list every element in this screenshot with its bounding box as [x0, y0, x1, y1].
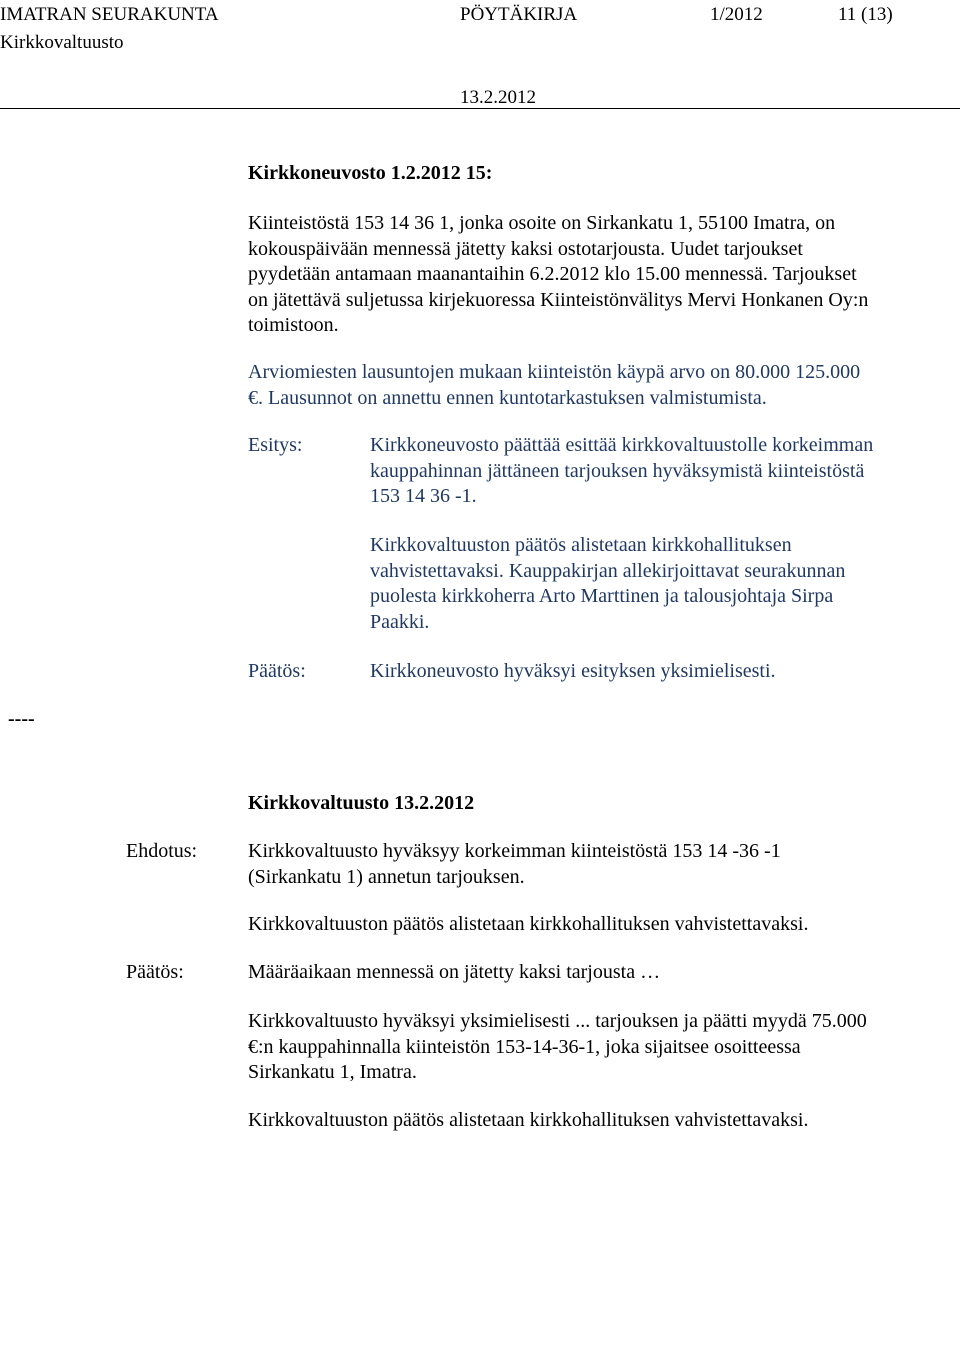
ehdotus-text — [248, 839, 781, 890]
assembly-paatos-line1: Määräaikaan mennessä on jätetty kaksi tarjousta … — [248, 961, 661, 983]
ehdotus-label: Ehdotus: — [126, 840, 198, 862]
ehdotus-text-2: Kirkkovaltuuston päätös alistetaan kirkkohallituksen vahvistettavaksi. — [248, 913, 809, 935]
section-separator: ---- — [8, 708, 35, 730]
paatos-label: Päätös: — [248, 660, 306, 682]
page-number: 11 (13) — [838, 4, 893, 25]
ehdotus-line: (Sirkankatu 1) annetun tarjouksen. — [248, 865, 525, 888]
org-name: IMATRAN SEURAKUNTA — [0, 4, 219, 25]
intro-line: toimistoon. — [248, 314, 339, 336]
intro-line: pyydetään antamaan maanantaihin 6.2.2012 klo 15.00 mennessä. Tarjoukset — [248, 263, 857, 285]
esitys2-line: puolesta kirkkoherra Arto Marttinen ja talousjohtaja Sirpa — [370, 585, 834, 607]
esitys2-line: Paakki. — [370, 610, 430, 633]
assembly-heading: Kirkkovaltuusto 13.2.2012 — [248, 792, 475, 814]
esitys-text — [370, 433, 873, 510]
intro-line: Kiinteistöstä 153 14 36 1, jonka osoite on Sirkankatu 1, 55100 Imatra, on — [248, 212, 836, 234]
intro-line: kokouspäivään mennessä jätetty kaksi ostotarjousta. Uudet tarjoukset — [248, 237, 803, 260]
valuation-line: Arviomiesten lausuntojen mukaan kiinteistön käypä arvo on 80.000 125.000 — [248, 361, 861, 383]
body-name: Kirkkovaltuusto — [0, 32, 124, 53]
assembly-paatos-line: Sirkankatu 1, Imatra. — [248, 1061, 417, 1083]
assembly-paatos-line: €:n kauppahinnalla kiinteistön 153-14-36-1, joka sijaitsee osoitteessa — [248, 1035, 801, 1058]
header-rule — [0, 108, 960, 109]
esitys-line: kauppahinnan jättäneen tarjouksen hyväksymistä kiinteistöstä — [370, 459, 865, 482]
document-number: 1/2012 — [710, 4, 763, 25]
document-type: PÖYTÄKIRJA — [460, 4, 578, 25]
valuation-paragraph — [248, 360, 860, 411]
assembly-paatos-line: Kirkkovaltuusto hyväksyi yksimielisesti ... tarjouksen ja päätti myydä 75.000 — [248, 1010, 867, 1032]
esitys-line: 153 14 36 -1. — [370, 485, 477, 507]
intro-line: on jätettävä suljetussa kirjekuoressa Kiinteistönvälitys Mervi Honkanen Oy:n — [248, 288, 869, 311]
assembly-paatos-text — [248, 1009, 867, 1086]
ehdotus-line: Kirkkovaltuusto hyväksyy korkeimman kiinteistöstä 153 14 -36 -1 — [248, 840, 781, 862]
valuation-line: €. Lausunnot on annettu ennen kuntotarkastuksen valmistumista. — [248, 386, 767, 409]
assembly-paatos-label: Päätös: — [126, 961, 184, 983]
esitys-label: Esitys: — [248, 434, 303, 456]
council-intro — [248, 211, 868, 339]
meeting-date: 13.2.2012 — [460, 87, 536, 108]
esitys2-line: vahvistettavaksi. Kauppakirjan allekirjoittavat seurakunnan — [370, 559, 846, 582]
council-heading: Kirkkoneuvosto 1.2.2012 15: — [248, 162, 493, 184]
paatos-text: Kirkkoneuvosto hyväksyi esityksen yksimielisesti. — [370, 660, 776, 682]
esitys2-line: Kirkkovaltuuston päätös alistetaan kirkkohallituksen — [370, 534, 792, 556]
esitys-line: Kirkkoneuvosto päättää esittää kirkkovaltuustolle korkeimman — [370, 434, 874, 456]
closing-text: Kirkkovaltuuston päätös alistetaan kirkkohallituksen vahvistettavaksi. — [248, 1109, 809, 1131]
esitys-text-2 — [370, 533, 845, 635]
